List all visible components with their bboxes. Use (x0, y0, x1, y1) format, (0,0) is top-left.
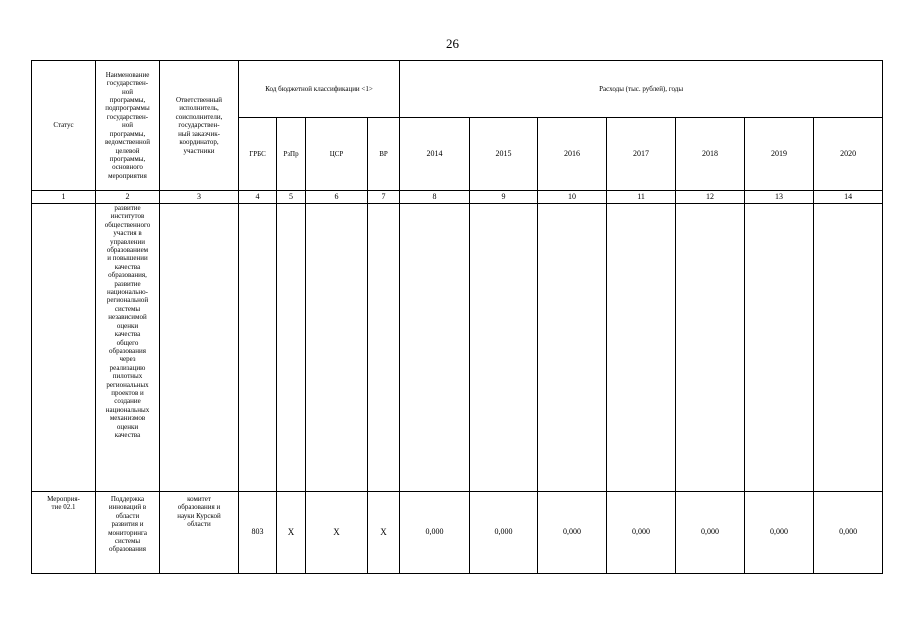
column-number: 10 (538, 191, 607, 204)
activity-vr: Х (368, 492, 400, 574)
header-vr: ВР (368, 118, 400, 191)
activity-rzpr: Х (277, 492, 306, 574)
header-budget-code: Код бюджетной классификации <1> (239, 61, 400, 118)
page-number: 26 (446, 36, 459, 51)
header-grbs: ГРБС (239, 118, 277, 191)
header-year: 2019 (745, 118, 814, 191)
empty-cell (368, 204, 400, 492)
column-number: 5 (277, 191, 306, 204)
empty-cell (607, 204, 676, 492)
header-row-1 (32, 61, 883, 118)
header-year: 2015 (470, 118, 538, 191)
column-number: 11 (607, 191, 676, 204)
empty-cell (400, 204, 470, 492)
column-number: 8 (400, 191, 470, 204)
column-number: 2 (96, 191, 160, 204)
expense-value: 0,000 (745, 492, 814, 574)
header-csr: ЦСР (306, 118, 368, 191)
header-year: 2017 (607, 118, 676, 191)
header-year: 2016 (538, 118, 607, 191)
continuation-row (32, 204, 883, 492)
expense-value: 0,000 (400, 492, 470, 574)
column-number: 7 (368, 191, 400, 204)
column-number: 4 (239, 191, 277, 204)
expense-value: 0,000 (538, 492, 607, 574)
expense-value: 0,000 (676, 492, 745, 574)
empty-cell (538, 204, 607, 492)
column-number: 9 (470, 191, 538, 204)
header-expenses: Расходы (тыс. рублей), годы (400, 61, 883, 118)
column-number-row (32, 191, 883, 204)
column-number: 12 (676, 191, 745, 204)
header-program-name: Наименование государствен- ной программы, подпрограммы государствен- ной программы, ведомственной целевой программы, основного мероприятия (96, 61, 160, 191)
column-number: 14 (814, 191, 883, 204)
header-status: Статус (32, 61, 96, 191)
empty-cell (277, 204, 306, 492)
column-number: 13 (745, 191, 814, 204)
column-number: 3 (160, 191, 239, 204)
budget-table (31, 60, 883, 574)
empty-cell (160, 204, 239, 492)
activity-row (32, 492, 883, 574)
header-rzpr: РзПр (277, 118, 306, 191)
activity-grbs: 803 (239, 492, 277, 574)
empty-cell (745, 204, 814, 492)
activity-responsible: комитет образования и науки Курской области (160, 492, 239, 574)
expense-value: 0,000 (814, 492, 883, 574)
column-number: 6 (306, 191, 368, 204)
empty-cell (470, 204, 538, 492)
activity-status: Мероприя- тие 02.1 (32, 492, 96, 574)
empty-cell (239, 204, 277, 492)
column-number: 1 (32, 191, 96, 204)
activity-name: Поддержка инноваций в области развития и мониторинга системы образования (96, 492, 160, 574)
header-year: 2020 (814, 118, 883, 191)
activity-csr: Х (306, 492, 368, 574)
expense-value: 0,000 (470, 492, 538, 574)
header-year: 2018 (676, 118, 745, 191)
empty-cell (306, 204, 368, 492)
empty-cell (814, 204, 883, 492)
header-responsible: Ответственный исполнитель, соисполнители, государствен- ный заказчик- координатор, участники (160, 61, 239, 191)
expense-value: 0,000 (607, 492, 676, 574)
empty-cell (32, 204, 96, 492)
header-year: 2014 (400, 118, 470, 191)
empty-cell (676, 204, 745, 492)
continuation-program-name: развитие институтов общественного участия в управлении образованием и повышении качества образования, развитие национально- региональной системы независимой оценки качества общего образования через реализацию пилотных региональных проектов и создание национальных механизмов оценки качества (96, 204, 160, 492)
